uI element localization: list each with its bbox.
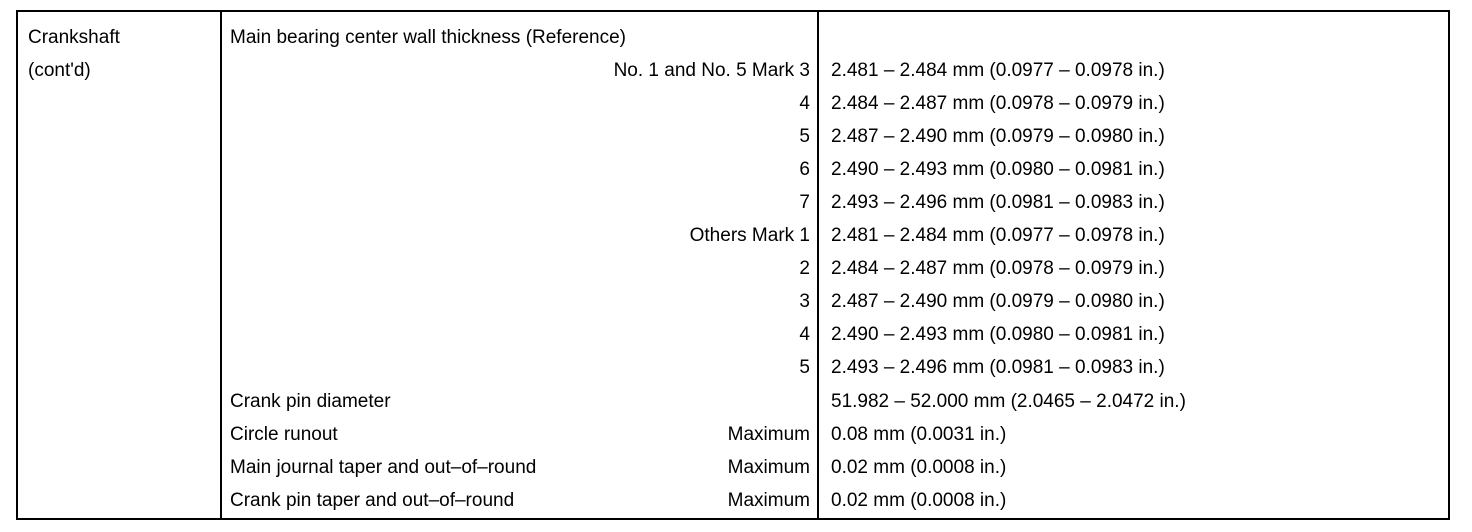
- qualifier-label: 4: [799, 93, 810, 114]
- value-cell: 2.490 – 2.493 mm (0.0980 – 0.0981 in.): [831, 324, 1165, 345]
- value-cell: 0.08 mm (0.0031 in.): [831, 424, 1007, 445]
- value-cell: 2.484 – 2.487 mm (0.0978 – 0.0979 in.): [831, 258, 1165, 279]
- value-cell: 2.484 – 2.487 mm (0.0978 – 0.0979 in.): [831, 93, 1165, 114]
- item-label: Crank pin taper and out–of–round: [230, 490, 515, 511]
- qualifier-label: No. 1 and No. 5 Mark 3: [613, 60, 810, 81]
- qualifier-label: 4: [799, 324, 810, 345]
- value-cell: 2.487 – 2.490 mm (0.0979 – 0.0980 in.): [831, 291, 1165, 312]
- qualifier-label: 2: [799, 258, 810, 279]
- item-label: Main bearing center wall thickness (Reference): [230, 27, 627, 48]
- qualifier-label: Maximum: [727, 457, 810, 478]
- column-divider-2: [817, 12, 819, 518]
- value-cell: 0.02 mm (0.0008 in.): [831, 457, 1007, 478]
- item-label: Circle runout: [230, 424, 338, 445]
- spec-table: [16, 10, 1450, 520]
- category-label-line1: Crankshaft: [28, 27, 120, 48]
- qualifier-label: Maximum: [727, 424, 810, 445]
- value-cell: 2.493 – 2.496 mm (0.0981 – 0.0983 in.): [831, 192, 1165, 213]
- qualifier-label: 5: [799, 357, 810, 378]
- qualifier-label: 3: [799, 291, 810, 312]
- value-cell: 2.481 – 2.484 mm (0.0977 – 0.0978 in.): [831, 60, 1165, 81]
- qualifier-label: 5: [799, 126, 810, 147]
- value-cell: 2.481 – 2.484 mm (0.0977 – 0.0978 in.): [831, 225, 1165, 246]
- qualifier-label: 6: [799, 159, 810, 180]
- item-label: Main journal taper and out–of–round: [230, 457, 537, 478]
- value-cell: 2.487 – 2.490 mm (0.0979 – 0.0980 in.): [831, 126, 1165, 147]
- qualifier-label: 7: [799, 192, 810, 213]
- value-cell: 0.02 mm (0.0008 in.): [831, 490, 1007, 511]
- qualifier-label: Others Mark 1: [689, 225, 810, 246]
- value-cell: 2.490 – 2.493 mm (0.0980 – 0.0981 in.): [831, 159, 1165, 180]
- column-divider-1: [220, 12, 222, 518]
- value-cell: 51.982 – 52.000 mm (2.0465 – 2.0472 in.): [831, 391, 1186, 412]
- value-cell: 2.493 – 2.496 mm (0.0981 – 0.0983 in.): [831, 357, 1165, 378]
- item-label: Crank pin diameter: [230, 391, 391, 412]
- category-label-line2: (cont'd): [28, 60, 91, 81]
- qualifier-label: Maximum: [727, 490, 810, 511]
